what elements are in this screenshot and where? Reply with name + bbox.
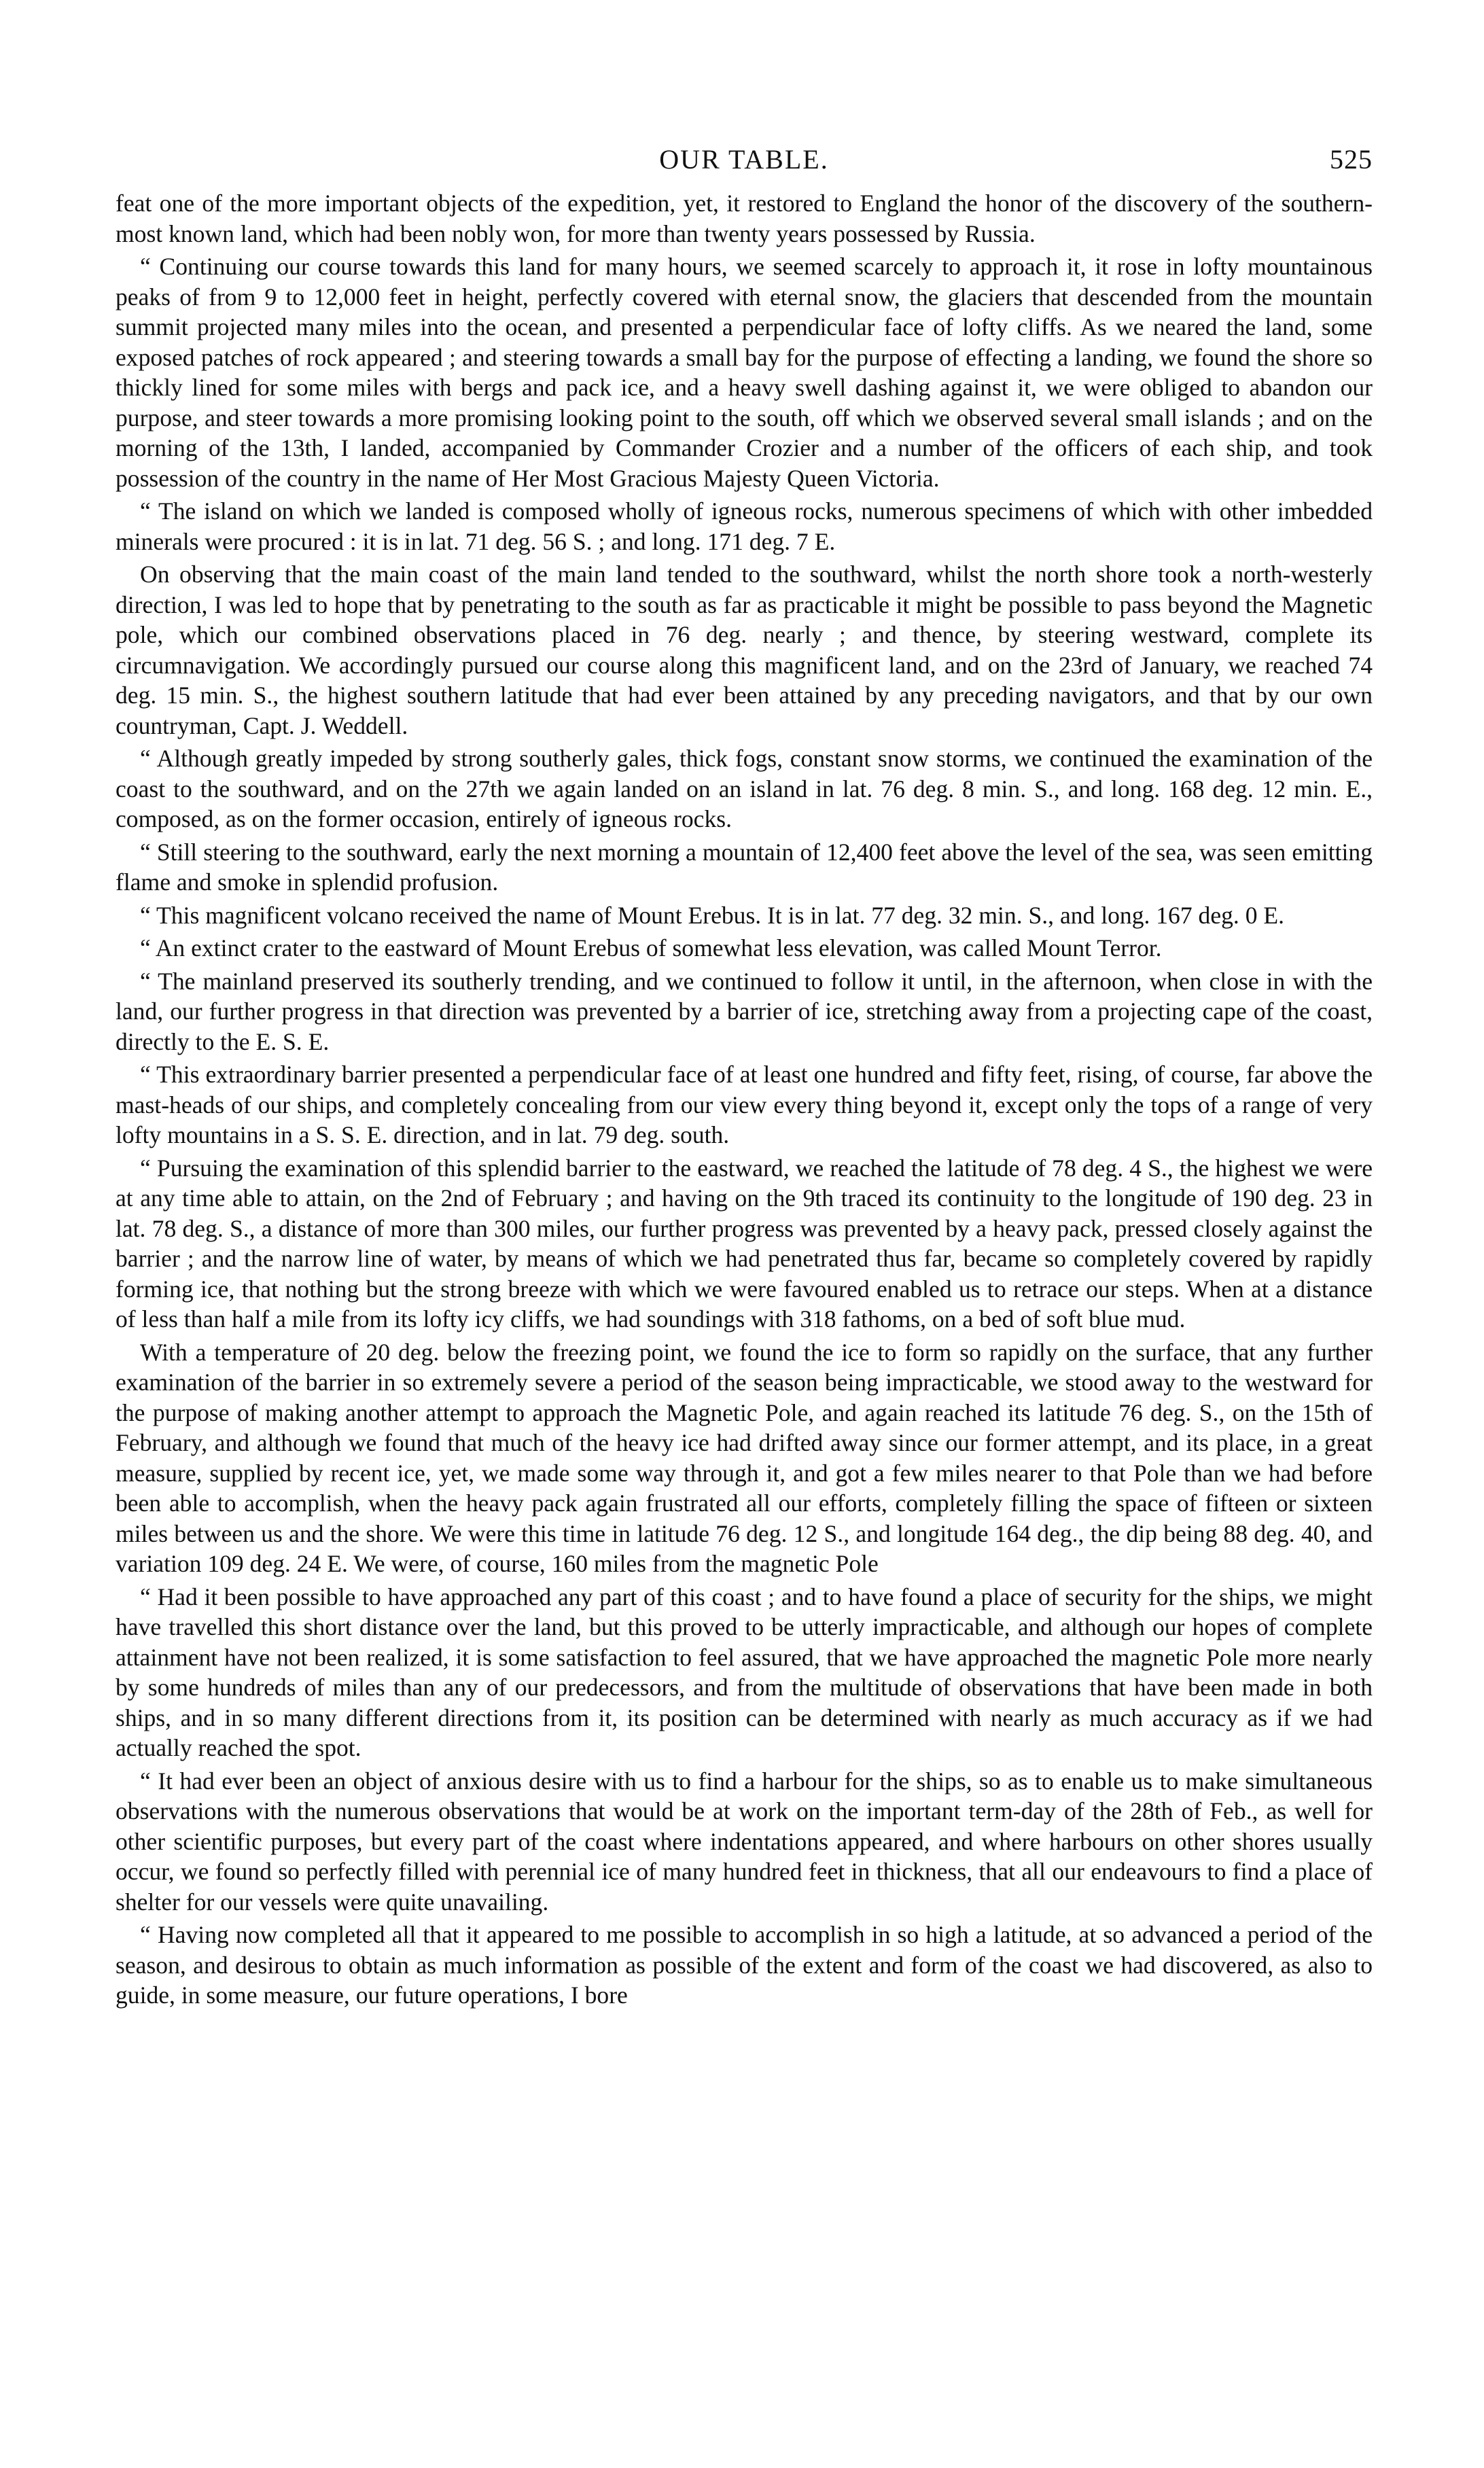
paragraph: “ The mainland preserved its southerly trending, and we continued to follow it until, in the afternoon, when close in with the land, our further progress in that direction was prevented by a barrier of ice, stretching away from a projecting cape of the coast, directly to the E. S. E.: [116, 967, 1373, 1055]
paragraph: “ An extinct crater to the eastward of Mount Erebus of somewhat less elevation, was called Mount Terror.: [140, 934, 1162, 962]
body-text: [116, 188, 1373, 2011]
paragraph: “ It had ever been an object of anxious desire with us to find a harbour for the ships, so as to enable us to make simultaneous observations with the numerous observations that would be at work on the important term-day of the 28th of Feb., as well for other scientific purposes, but every part of the coast where indentations appeared, and where harbours on other shores usually occur, we found so perfectly filled with perennial ice of many hundred feet in thickness, that all our endeavours to find a place of shelter for our vessels were quite unavailing.: [116, 1767, 1373, 1916]
paragraph: feat one of the more important objects of the expedition, yet, it restored to England the honor of the discovery of the southern-most known land, which had been nobly won, for more than twenty years possessed by Russia.: [116, 190, 1373, 247]
paragraph: “ The island on which we landed is composed wholly of igneous rocks, numerous specimens of which with other imbedded minerals were procured : it is in lat. 71 deg. 56 S. ; and long. 171 deg. 7 E.: [116, 497, 1373, 555]
paragraph: “ Pursuing the examination of this splendid barrier to the eastward, we reached the latitude of 78 deg. 4 S., the highest we were at any time able to attain, on the 2nd of February ; and having on the 9th traced its continuity to the longitude of 190 deg. 23 in lat. 78 deg. S., a distance of more than 300 miles, our further progress was prevented by a heavy pack, pressed closely against the barrier ; and the narrow line of water, by means of which we had penetrated thus far, became so completely covered by rapidly forming ice, that nothing but the strong breeze with which we were favoured enabled us to retrace our steps. When at a distance of less than half a mile from its lofty icy cliffs, we had soundings with 318 fathoms, on a bed of soft blue mud.: [116, 1154, 1373, 1333]
paragraph: “ Had it been possible to have approached any part of this coast ; and to have found a place of security for the ships, we might have travelled this short distance over the land, but this proved to be utterly impracticable, and although our hopes of complete attainment have not been realized, it is some satisfaction to feel assured, that we have approached the magnetic Pole more nearly by some hundreds of miles than any of our predecessors, and from the multitude of observations that have been made in both ships, and in so many different directions from it, its position can be determined with nearly as much accuracy as if we had actually reached the spot.: [116, 1583, 1373, 1761]
paragraph: “ Continuing our course towards this land for many hours, we seemed scarcely to approach it, it rose in lofty mountainous peaks of from 9 to 12,000 feet in height, perfectly covered with eternal snow, the glaciers that descended from the mountain summit projected many miles into the ocean, and presented a perpendicular face of lofty cliffs. As we neared the land, some exposed patches of rock appeared ; and steering towards a small bay for the purpose of effecting a landing, we found the shore so thickly lined for some miles with bergs and pack ice, and a heavy swell dashing against it, we were obliged to abandon our purpose, and steer towards a more promising looking point to the south, off which we observed several small islands ; and on the morning of the 13th, I landed, accompanied by Commander Crozier and a number of the officers of each ship, and took possession of the country in the name of Her Most Gracious Majesty Queen Victoria.: [116, 253, 1373, 492]
paragraph: On observing that the main coast of the main land tended to the southward, whilst the north shore took a north-westerly direction, I was led to hope that by penetrating to the south as far as practicable it might be possible to pass beyond the Magnetic pole, which our combined observations placed in 76 deg. nearly ; and thence, by steering westward, complete its circumnavigation. We accordingly pursued our course along this magnificent land, and on the 23rd of January, we reached 74 deg. 15 min. S., the highest southern latitude that had ever been attained by any preceding navigators, and that by our own countryman, Capt. J. Weddell.: [116, 561, 1373, 739]
paragraph: With a temperature of 20 deg. below the freezing point, we found the ice to form so rapidly on the surface, that any further examination of the barrier in so extremely severe a period of the season being impracticable, we stood away to the westward for the purpose of making another attempt to approach the Magnetic Pole, and again reached its latitude 76 deg. S., on the 15th of February, and although we found that much of the heavy ice had drifted away since our former attempt, and its place, in a great measure, supplied by recent ice, yet, we made some way through it, and got a few miles nearer to that Pole than we had before been able to accomplish, when the heavy pack again frustrated all our efforts, completely filling the space of fifteen or sixteen miles between us and the shore. We were this time in latitude 76 deg. 12 S., and longitude 164 deg., the dip being 88 deg. 40, and variation 109 deg. 24 E. We were, of course, 160 miles from the magnetic Pole: [116, 1338, 1373, 1577]
running-title: OUR TABLE.: [659, 144, 829, 175]
paragraph: “ This magnificent volcano received the name of Mount Erebus. It is in lat. 77 deg. 32 min. S., and long. 167 deg. 0 E.: [140, 901, 1285, 929]
page: [116, 139, 1373, 2436]
paragraph: “ Although greatly impeded by strong southerly gales, thick fogs, constant snow storms, we continued the examination of the coast to the southward, and on the 27th we again landed on an island in lat. 76 deg. 8 min. S., and long. 168 deg. 12 min. E., composed, as on the former occasion, entirely of igneous rocks.: [116, 745, 1373, 832]
paragraph: “ Still steering to the southward, early the next morning a mountain of 12,400 feet above the level of the sea, was seen emitting flame and smoke in splendid profusion.: [116, 838, 1373, 896]
running-head: [116, 139, 1373, 188]
page-number: 525: [1330, 144, 1373, 175]
paragraph: “ Having now completed all that it appeared to me possible to accomplish in so high a latitude, at so advanced a period of the season, and desirous to obtain as much information as possible of the extent and form of the coast we had discovered, as also to guide, in some measure, our future operations, I bore: [116, 1921, 1373, 2009]
paragraph: “ This extraordinary barrier presented a perpendicular face of at least one hundred and fifty feet, rising, of course, far above the mast-heads of our ships, and completely concealing from our view every thing beyond it, except only the tops of a range of very lofty mountains in a S. S. E. direction, and in lat. 79 deg. south.: [116, 1061, 1373, 1148]
